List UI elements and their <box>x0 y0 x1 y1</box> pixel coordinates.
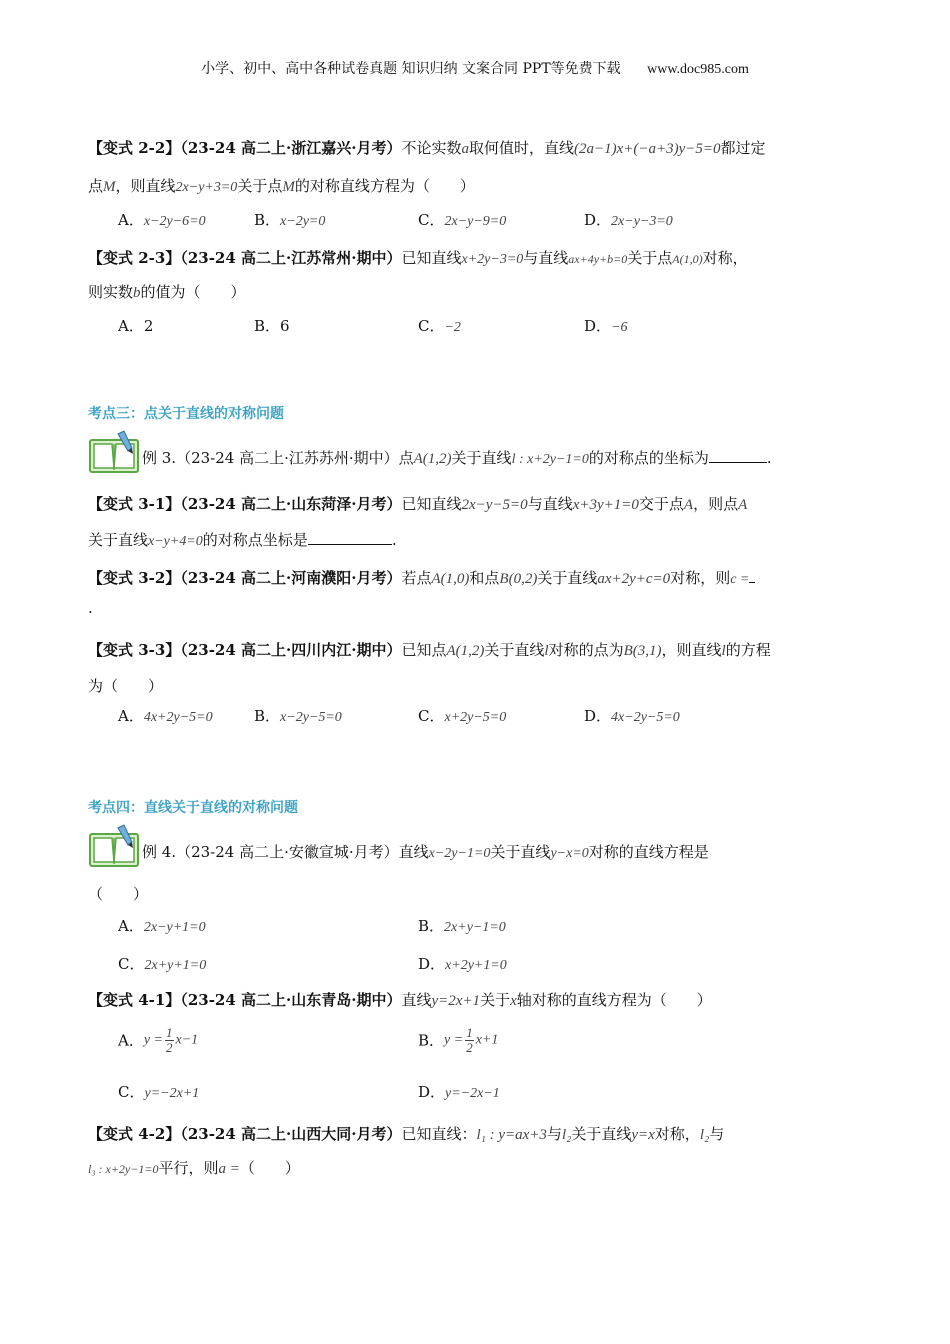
math-equation: l₃ : x+2y−1=0 <box>88 1162 159 1176</box>
question-text: 直线 <box>401 991 432 1009</box>
math-var: l₂ <box>561 1127 572 1143</box>
variant-3-3-line1 <box>88 640 771 661</box>
question-text: 关于点 <box>237 177 283 195</box>
variant-tag: 【变式 3-3】 <box>88 641 181 659</box>
math-var: a = <box>218 1161 240 1177</box>
question-text: 关于直线 <box>88 531 149 549</box>
question-text: 对称， <box>702 249 748 267</box>
variant-4-1 <box>88 990 712 1011</box>
question-source: （23-24 高二上·河南濮阳·月考） <box>180 569 402 587</box>
period: . <box>88 599 93 617</box>
option-c[interactable] <box>418 316 461 338</box>
option-a[interactable] <box>118 316 153 336</box>
answer-blank[interactable] <box>749 568 755 583</box>
option-label: D． <box>418 955 446 973</box>
variant-3-2 <box>88 568 755 590</box>
book-pencil-icon <box>88 430 140 474</box>
option-value: 2x−y+1=0 <box>143 920 206 935</box>
variant-3-3-line2: 为（ ） <box>88 677 164 695</box>
question-text: 关于 <box>480 991 511 1009</box>
variant-3-1-line1 <box>88 494 747 515</box>
math-equation: ax+4y+b=0 <box>568 252 628 266</box>
question-text: 的方程 <box>725 641 771 659</box>
example-4 <box>142 842 709 864</box>
option-a[interactable] <box>118 1026 198 1055</box>
variant-tag: 【变式 2-3】 <box>88 249 181 267</box>
math-var: l <box>544 643 549 659</box>
option-label: C． <box>418 211 445 229</box>
math-equation: y=x <box>631 1127 655 1143</box>
page-header <box>0 58 950 78</box>
option-b[interactable] <box>418 916 506 938</box>
option-label: B． <box>254 707 281 725</box>
math-var: M <box>103 179 116 195</box>
math-point: B(0,2) <box>499 571 538 587</box>
math-var: M <box>282 179 295 195</box>
option-label: A． <box>118 917 144 935</box>
math-var: x <box>510 993 517 1009</box>
option-value: x−2y−6=0 <box>143 214 206 229</box>
question-text: 关于直线 <box>571 1125 632 1143</box>
header-url: www.doc985.com <box>647 62 749 77</box>
variant-tag: 【变式 2-2】 <box>88 139 181 157</box>
option-label: A． <box>118 211 144 229</box>
option-a[interactable] <box>118 916 206 938</box>
option-value: x+1 <box>475 1032 499 1048</box>
option-value: 6 <box>280 317 290 335</box>
math-equation: x−y+4=0 <box>148 534 203 549</box>
math-equation: y−x=0 <box>550 846 589 861</box>
question-text: 轴对称的直线方程为（ ） <box>516 991 712 1009</box>
question-text: 对称， <box>654 1125 700 1143</box>
section-title: 考点三：点关于直线的对称问题 <box>88 406 284 422</box>
option-value: 2x−y−3=0 <box>611 214 673 229</box>
book-pencil-icon <box>88 824 140 868</box>
math-equation: l₁ : y=ax+3 <box>476 1127 547 1143</box>
question-text: 关于直线 <box>484 641 545 659</box>
variant-tag: 【变式 3-2】 <box>88 569 181 587</box>
question-text: 的值为（ ） <box>140 283 246 301</box>
option-b[interactable] <box>254 316 290 336</box>
question-text: 关于点 <box>627 249 673 267</box>
question-text: 对称，则 <box>670 569 731 587</box>
question-text: 若点 <box>401 569 432 587</box>
question-text: 对称的点为 <box>548 641 624 659</box>
question-text: ，则点 <box>693 495 739 513</box>
math-var: A <box>683 497 694 513</box>
answer-blank[interactable] <box>709 448 767 463</box>
option-b[interactable] <box>418 1026 498 1055</box>
option-value: −2 <box>444 320 461 335</box>
math-var: b <box>133 285 141 301</box>
option-value: x−2y=0 <box>280 214 326 229</box>
option-value: x+2y+1=0 <box>445 958 507 973</box>
option-label: B． <box>254 211 281 229</box>
option-c[interactable] <box>418 210 506 232</box>
option-label: A． <box>118 317 144 335</box>
question-source: （23-24 高二上·山东青岛·期中） <box>180 991 402 1009</box>
fraction-denominator: 2 <box>466 1040 473 1055</box>
question-source: （23-24 高二上·浙江嘉兴·月考） <box>180 139 402 157</box>
option-d[interactable] <box>418 1082 500 1104</box>
math-point: A(1,0) <box>672 252 703 266</box>
math-equation: l : x+2y−1=0 <box>511 452 589 467</box>
question-text: 已知直线 <box>401 249 462 267</box>
math-var: l₂ <box>699 1127 710 1143</box>
math-var: A <box>738 497 748 513</box>
question-text: 的对称点坐标是 <box>202 531 308 549</box>
option-b[interactable] <box>254 210 325 232</box>
option-value: y = <box>444 1032 464 1048</box>
header-text: 小学、初中、高中各种试卷真题 知识归纳 文案合同 PPT等免费下载 <box>201 61 621 77</box>
variant-2-3-line1 <box>88 248 748 270</box>
question-source: （23-24 高二上·四川内江·期中） <box>180 641 402 659</box>
question-text: 平行，则 <box>158 1159 219 1177</box>
math-point: A(1,2) <box>446 643 485 659</box>
question-text: 都过定 <box>720 139 766 157</box>
fraction-numerator: 1 <box>466 1025 473 1040</box>
option-value: 4x+2y−5=0 <box>143 710 213 725</box>
variant-tag: 【变式 3-1】 <box>88 495 181 513</box>
math-var: a <box>461 141 469 157</box>
math-equation: x+2y−3=0 <box>461 252 524 267</box>
option-c[interactable] <box>418 706 506 728</box>
fraction-numerator: 1 <box>166 1025 173 1040</box>
question-text: 对称的直线方程是 <box>588 843 709 861</box>
math-point: A(1,0) <box>431 571 470 587</box>
math-equation: x+3y+1=0 <box>572 497 639 513</box>
option-value: x−1 <box>175 1032 199 1048</box>
question-text: 例 4.（23-24 高二上·安徽宣城·月考）直线 <box>142 843 429 861</box>
variant-4-2-line2 <box>88 1158 300 1179</box>
math-equation: x−2y−1=0 <box>428 846 491 861</box>
option-label: C． <box>418 707 445 725</box>
question-text: 取何值时，直线 <box>469 139 575 157</box>
question-text: ，则直线 <box>115 177 176 195</box>
option-label: A． <box>118 707 144 725</box>
math-point: A(1,2) <box>413 451 452 467</box>
question-text: . <box>391 531 397 549</box>
option-value: y = <box>143 1032 164 1048</box>
question-text: 的对称直线方程为（ ） <box>294 177 475 195</box>
option-label: C． <box>118 1083 145 1101</box>
variant-2-3-line2 <box>88 282 246 303</box>
variant-2-2-line2 <box>88 176 475 198</box>
question-text: 的对称点的坐标为 <box>588 449 709 467</box>
math-equation: (2a−1)x+(−a+3)y−5=0 <box>574 141 721 157</box>
section-title: 考点四：直线关于直线的对称问题 <box>88 800 298 816</box>
math-equation: y=2x+1 <box>431 993 481 1009</box>
option-value: y=−2x−1 <box>445 1086 500 1101</box>
math-equation: 2x−y+3=0 <box>175 180 238 195</box>
question-text: . <box>766 449 772 467</box>
option-value: x+2y−5=0 <box>444 710 507 725</box>
question-text: 与直线 <box>527 495 573 513</box>
option-c[interactable] <box>118 1082 199 1104</box>
question-text: 不论实数 <box>401 139 462 157</box>
option-label: B． <box>418 1031 445 1050</box>
math-var: c = <box>730 572 750 587</box>
option-a[interactable] <box>118 210 206 232</box>
option-value: y=−2x+1 <box>144 1086 200 1101</box>
question-text: 已知直线： <box>401 1125 477 1143</box>
math-equation: ax+2y+c=0 <box>597 571 671 587</box>
option-b[interactable] <box>254 706 342 728</box>
question-text: 与 <box>709 1125 725 1143</box>
option-label: A． <box>118 1031 144 1050</box>
question-text: 关于直线 <box>490 843 551 861</box>
variant-tag: 【变式 4-2】 <box>88 1125 181 1143</box>
option-label: B． <box>418 917 445 935</box>
option-d[interactable] <box>584 706 680 728</box>
option-label: D． <box>584 317 612 335</box>
math-point: B(3,1) <box>623 643 662 659</box>
question-text: 点 <box>88 177 104 195</box>
question-text: 关于直线 <box>537 569 598 587</box>
option-a[interactable] <box>118 706 213 728</box>
fraction-denominator: 2 <box>166 1040 173 1055</box>
variant-tag: 【变式 4-1】 <box>88 991 181 1009</box>
question-text: 与直线 <box>523 249 569 267</box>
option-label: B． <box>254 317 281 335</box>
question-text: 和点 <box>469 569 500 587</box>
option-value: x−2y−5=0 <box>280 710 342 725</box>
fraction <box>165 1026 174 1055</box>
option-d[interactable] <box>584 210 673 232</box>
question-text: 交于点 <box>638 495 684 513</box>
option-value: 4x−2y−5=0 <box>611 710 680 725</box>
option-d[interactable] <box>418 954 507 976</box>
option-value: 2 <box>143 317 154 335</box>
question-text: 关于直线 <box>451 449 512 467</box>
option-label: C． <box>418 317 445 335</box>
question-text: ，则直线 <box>661 641 722 659</box>
variant-3-1-line2 <box>88 530 397 552</box>
math-var: l <box>721 643 726 659</box>
question-text: 已知直线 <box>401 495 462 513</box>
option-label: C． <box>118 955 145 973</box>
option-c[interactable] <box>118 954 206 976</box>
option-label: D． <box>418 1083 446 1101</box>
question-text: 已知点 <box>401 641 447 659</box>
option-label: D． <box>584 211 612 229</box>
question-text: 与 <box>546 1125 562 1143</box>
question-source: （23-24 高二上·江苏常州·期中） <box>180 249 402 267</box>
option-label: D． <box>584 707 612 725</box>
example-4-paren: （ ） <box>88 885 149 903</box>
question-source: （23-24 高二上·山东菏泽·月考） <box>180 495 402 513</box>
answer-blank[interactable] <box>308 530 392 545</box>
question-text: 则实数 <box>88 283 134 301</box>
option-value: 2x−y−9=0 <box>444 214 507 229</box>
option-value: 2x+y−1=0 <box>444 920 506 935</box>
question-source: （23-24 高二上·山西大同·月考） <box>180 1125 402 1143</box>
math-equation: 2x−y−5=0 <box>461 497 528 513</box>
question-text: （ ） <box>239 1159 300 1177</box>
option-value: 2x+y+1=0 <box>144 958 207 973</box>
example-3 <box>142 448 772 470</box>
question-text: 例 3.（23-24 高二上·江苏苏州·期中）点 <box>142 449 414 467</box>
variant-2-2-line1 <box>88 138 766 159</box>
option-d[interactable] <box>584 316 627 338</box>
variant-4-2-line1 <box>88 1124 724 1145</box>
fraction <box>465 1026 474 1055</box>
option-value: −6 <box>611 320 628 335</box>
